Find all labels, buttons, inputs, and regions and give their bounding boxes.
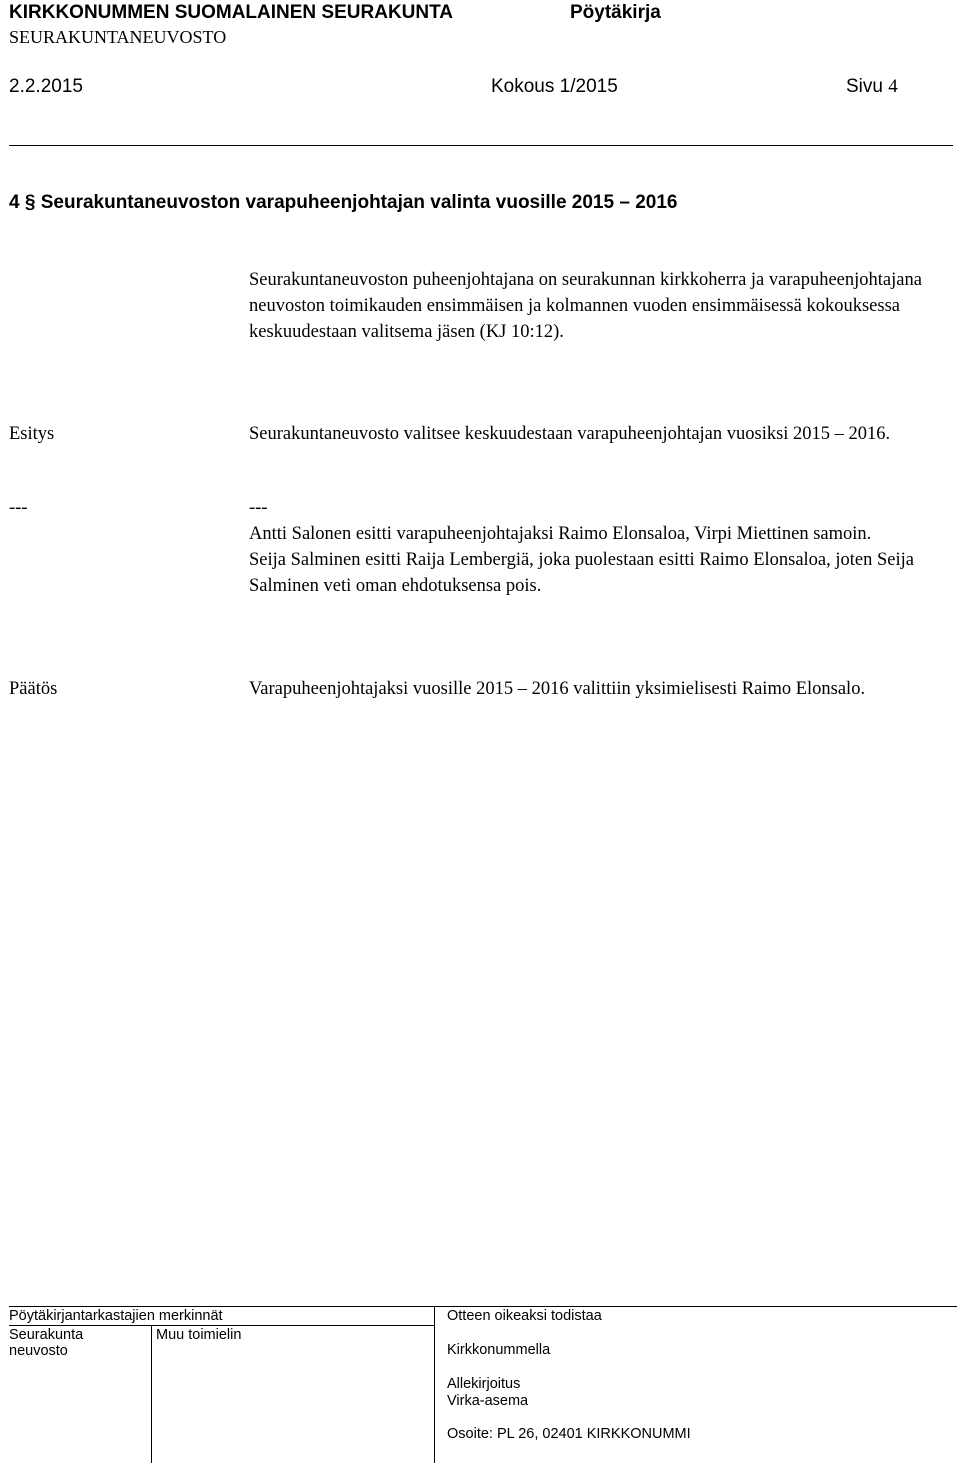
esitys-label: Esitys xyxy=(9,424,55,444)
discussion-marker: --- xyxy=(249,498,268,518)
esitys-text: Seurakuntaneuvosto valitsee keskuudestaan varapuheenjohtajan vuosiksi 2015 – 2016. xyxy=(249,424,891,444)
organization-name: KIRKKONUMMEN SUOMALAINEN SEURAKUNTA xyxy=(9,2,454,23)
discussion-paragraph-2: Seija Salminen esitti Raija Lembergiä, joka puolestaan esitti Raimo Elonsaloa, joten Seija Salminen veti oman ehdotuksensa pois. xyxy=(249,550,914,596)
intro-paragraph: Seurakuntaneuvoston puheenjohtajana on seurakunnan kirkkoherra ja varapuheenjohtajana neuvoston toimikauden ensimmäisen ja kolmannen vuoden ensimmäisessä kokouksessa keskuudestaan valitsema jäsen (KJ 10:12). xyxy=(249,270,922,342)
footer-place: Kirkkonummella xyxy=(447,1342,551,1358)
page-number-value: 4 xyxy=(888,76,898,97)
footer-inner-column-divider xyxy=(151,1325,152,1463)
paragraph-sign: § xyxy=(24,192,36,213)
footer-col2-label: Muu toimielin xyxy=(156,1327,242,1343)
footer-signature-label: Allekirjoitus xyxy=(447,1376,521,1392)
header-divider xyxy=(9,145,953,146)
footer-column-divider xyxy=(434,1306,435,1463)
page-label: Sivu xyxy=(846,76,883,97)
footer-address: Osoite: PL 26, 02401 KIRKKONUMMI xyxy=(447,1426,691,1442)
footer-position-label: Virka-asema xyxy=(447,1393,529,1409)
footer-inner-divider xyxy=(9,1325,434,1326)
meeting-date: 2.2.2015 xyxy=(9,76,83,97)
footer-certification-title: Otteen oikeaksi todistaa xyxy=(447,1308,602,1324)
section-title: Seurakuntaneuvoston varapuheenjohtajan valinta vuosille 2015 – 2016 xyxy=(40,192,678,213)
paatos-text: Varapuheenjohtajaksi vuosille 2015 – 2016 valittiin yksimielisesti Raimo Elonsalo. xyxy=(249,679,866,699)
discussion-paragraph-1: Antti Salonen esitti varapuheenjohtajaksi Raimo Elonsaloa, Virpi Miettinen samoin. xyxy=(249,524,872,544)
document-type: Pöytäkirja xyxy=(570,2,661,23)
footer-col1-line2: neuvosto xyxy=(9,1343,68,1359)
footer-reviewer-title: Pöytäkirjantarkastajien merkinnät xyxy=(9,1308,223,1324)
paatos-label: Päätös xyxy=(9,679,58,699)
footer-divider xyxy=(9,1306,957,1307)
discussion-label: --- xyxy=(9,498,28,518)
section-number: 4 xyxy=(9,192,20,213)
governing-body: SEURAKUNTANEUVOSTO xyxy=(9,27,227,47)
discussion-block xyxy=(249,495,954,599)
section-heading xyxy=(9,191,677,215)
meeting-number: Kokous 1/2015 xyxy=(491,76,618,97)
footer-col1-line1: Seurakunta xyxy=(9,1327,84,1343)
page-number xyxy=(846,76,898,98)
